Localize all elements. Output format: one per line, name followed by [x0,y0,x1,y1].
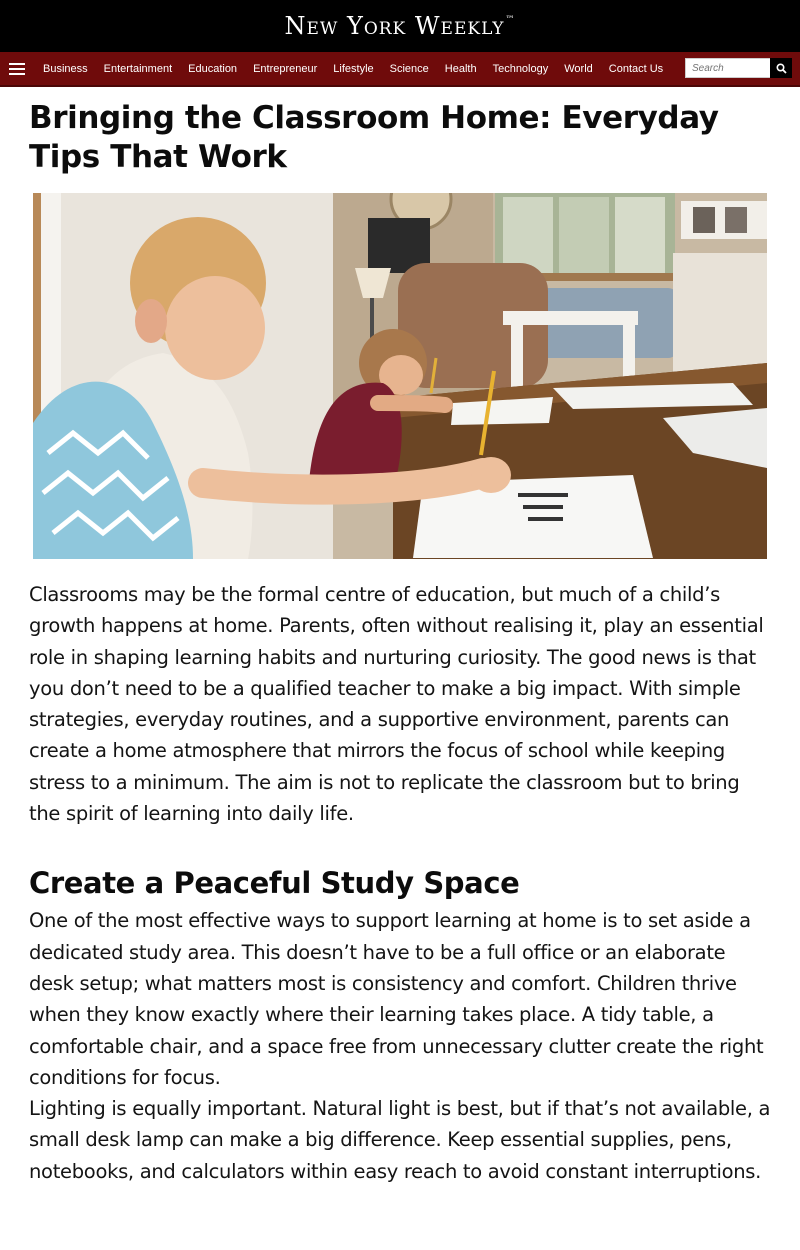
nav-item-science[interactable]: Science [389,62,429,75]
section-heading: Create a Peaceful Study Space [29,866,520,901]
nav-item-world[interactable]: World [564,62,593,75]
section-paragraph-2: Lighting is equally important. Natural light is best, but if that’s not available, a small desk lamp can make a big difference. Keep essential supplies, pens, notebooks, and calculators within easy reach to avoid constant interruptions. [29,1097,771,1183]
search-box [685,58,792,78]
nav-item-entertainment[interactable]: Entertainment [103,62,173,75]
main-nav [0,52,800,87]
nav-item-entrepreneur[interactable]: Entrepreneur [253,62,318,75]
search-input[interactable] [685,58,770,78]
masthead [0,0,800,52]
hero-image [33,193,767,559]
nav-item-education[interactable]: Education [188,62,238,75]
nav-item-technology[interactable]: Technology [492,62,549,75]
nav-item-contact-us[interactable]: Contact Us [608,62,664,75]
section-paragraph-1: One of the most effective ways to support learning at home is to set aside a dedicated study area. This doesn’t have to be a full office or an elaborate desk setup; what matters most is consistency and comfort. Children thrive when they know exactly where their learning takes place. A tidy table, a comfortable chair, and a space free from unnecessary clutter create the right conditions for focus. [29,909,764,1089]
search-button[interactable] [770,58,792,78]
nav-items [35,63,671,75]
site-logo-text[interactable]: New York Weekly [284,12,505,40]
nav-item-lifestyle[interactable]: Lifestyle [333,62,374,75]
menu-icon[interactable] [9,63,25,75]
nav-item-health[interactable]: Health [444,62,477,75]
article-intro-paragraph: Classrooms may be the formal centre of education, but much of a child’s growth happens at home. Parents, often without realising it, play an essential role in shaping learning habits and nurturing curiosity. The good news is that you don’t need to be a qualified teacher to make a big impact. With simple strategies, everyday routines, and a supportive environment, parents can create a home atmosphere that mirrors the focus of school while keeping stress to a minimum. The aim is not to replicate the classroom but to bring the spirit of learning into daily life. [29,583,764,826]
article [0,99,800,1187]
nav-item-business[interactable]: Business [43,62,88,75]
article-title: Bringing the Classroom Home: Everyday Tips That Work [29,100,719,175]
hero-photo-children-studying [33,193,767,559]
site-logo[interactable] [284,12,515,40]
trademark-symbol: ™ [505,15,516,25]
search-icon [776,63,787,74]
